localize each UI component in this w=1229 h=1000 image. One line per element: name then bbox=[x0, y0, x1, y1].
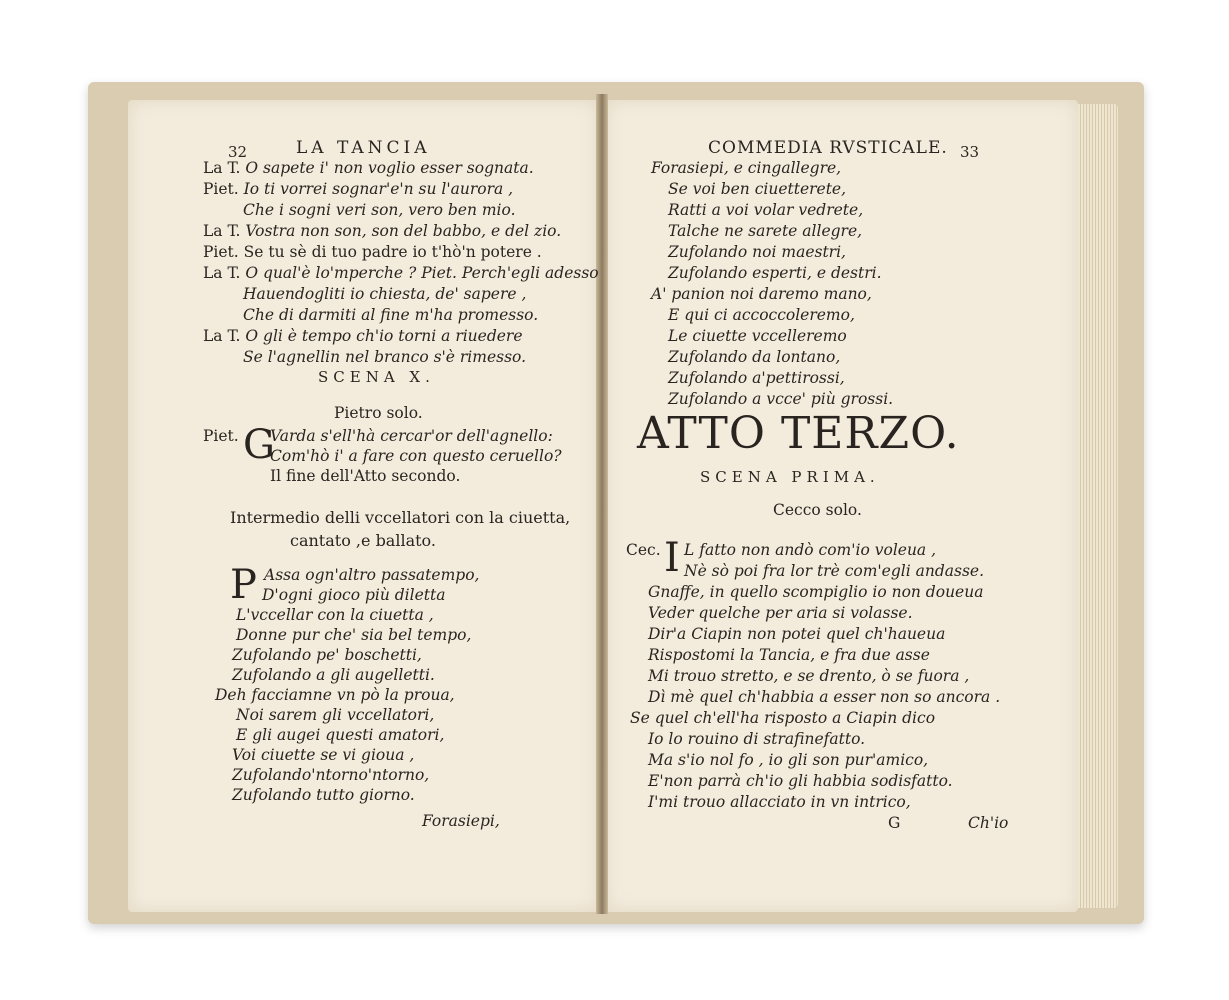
song-line: Se voi ben ciuetterete, bbox=[668, 180, 847, 198]
monologue-line: Dì mè quel ch'habbia a esser non so ancora . bbox=[648, 688, 1001, 706]
song-line: A' panion noi daremo mano, bbox=[651, 285, 872, 303]
page-edges bbox=[1078, 104, 1118, 908]
song-line: L'vccellar con la ciuetta , bbox=[236, 606, 434, 624]
drop-cap-p: P bbox=[230, 562, 257, 608]
monologue-line: E'non parrà ch'io gli habbia sodisfatto. bbox=[648, 772, 953, 790]
line-text: O sapete i' non voglio esser sognata. bbox=[245, 159, 534, 177]
speaker: La T. bbox=[203, 159, 241, 177]
monologue-line: Gnaffe, in quello scompiglio io non doueua bbox=[648, 583, 984, 601]
right-catchword: Ch'io bbox=[968, 814, 1009, 832]
dialogue-line bbox=[203, 263, 599, 284]
song-line: Assa ogn'altro passatempo, bbox=[264, 566, 480, 584]
right-monologue-speaker: Cec. bbox=[626, 541, 661, 559]
line-text: Io ti vorrei sognar'e'n su l'aurora , bbox=[243, 180, 514, 198]
monologue-line: Rispostomi la Tancia, e fra due asse bbox=[648, 646, 930, 664]
song-line: Voi ciuette se vi gioua , bbox=[232, 746, 415, 764]
left-scene-title: SCENA X. bbox=[318, 368, 435, 386]
dialogue-line bbox=[203, 221, 561, 242]
left-catchword: Forasiepi, bbox=[422, 812, 500, 830]
signature-mark: G bbox=[888, 814, 901, 832]
song-line: Ratti a voi volar vedrete, bbox=[668, 201, 864, 219]
song-line: Zufolando esperti, e destri. bbox=[668, 264, 882, 282]
line-text: O gli è tempo ch'io torni a riuedere bbox=[245, 327, 523, 345]
speaker: La T. bbox=[203, 264, 241, 282]
left-running-head: LA TANCIA bbox=[296, 138, 431, 158]
song-line: Zufolando a gli augelletti. bbox=[232, 666, 435, 684]
song-line: Donne pur che' sia bel tempo, bbox=[236, 626, 472, 644]
song-line: Noi sarem gli vccellatori, bbox=[236, 706, 435, 724]
drop-cap-i: I bbox=[664, 535, 680, 581]
speaker: Piet. bbox=[203, 180, 239, 198]
monologue-line: Nè sò poi fra lor trè com'egli andasse. bbox=[684, 562, 984, 580]
song-line: Forasiepi, e cingallegre, bbox=[651, 159, 842, 177]
drop-cap-g: G bbox=[243, 422, 275, 468]
song-line: Zufolando a vcce' più grossi. bbox=[668, 390, 894, 408]
line-text: Se tu sè di tuo padre io t'hò'n potere . bbox=[243, 243, 542, 261]
right-scene-title: SCENA PRIMA. bbox=[700, 468, 880, 486]
monologue-line: Dir'a Ciapin non potei quel ch'haueua bbox=[648, 625, 946, 643]
dialogue-line: Hauendogliti io chiesta, de' sapere , bbox=[243, 285, 527, 303]
monologue-line: L fatto non andò com'io voleua , bbox=[684, 541, 937, 559]
monologue-line: Com'hò i' a fare con questo ceruello? bbox=[270, 447, 562, 465]
song-line: Zufolando da lontano, bbox=[668, 348, 841, 366]
dialogue-line: Che i sogni veri son, vero ben mio. bbox=[243, 201, 516, 219]
song-line: Zufolando pe' boschetti, bbox=[232, 646, 422, 664]
right-running-head: COMMEDIA RVSTICALE. bbox=[708, 138, 948, 158]
monologue-line: Varda s'ell'hà cercar'or dell'agnello: bbox=[270, 427, 553, 445]
left-folio: 32 bbox=[228, 143, 248, 161]
song-line: Zufolando tutto giorno. bbox=[232, 786, 415, 804]
speaker: Piet. bbox=[203, 243, 239, 261]
song-line: Deh facciamne vn pò la proua, bbox=[215, 686, 455, 704]
left-monologue-speaker: Piet. bbox=[203, 427, 239, 445]
dialogue-line bbox=[203, 326, 523, 347]
line-text: Vostra non son, son del babbo, e del zio. bbox=[245, 222, 562, 240]
dialogue-line bbox=[203, 242, 542, 263]
song-line: Zufolando noi maestri, bbox=[668, 243, 846, 261]
song-line: Talche ne sarete allegre, bbox=[668, 222, 863, 240]
left-scene-subtitle: Pietro solo. bbox=[334, 404, 423, 422]
line-text: O qual'è lo'mperche ? Piet. Perch'egli adesso bbox=[245, 264, 599, 282]
monologue-line: Io lo rouino di strafinefatto. bbox=[648, 730, 866, 748]
monologue-line: Veder quelche per aria si volasse. bbox=[648, 604, 913, 622]
act-title: ATTO TERZO. bbox=[637, 408, 960, 459]
left-act-end: Il fine dell'Atto secondo. bbox=[270, 467, 461, 485]
song-line: Le ciuette vccelleremo bbox=[668, 327, 847, 345]
intermezzo-title: Intermedio delli vccellatori con la ciuetta, bbox=[230, 508, 571, 527]
monologue-line: Se quel ch'ell'ha risposto a Ciapin dico bbox=[630, 709, 936, 727]
right-scene-subtitle: Cecco solo. bbox=[773, 501, 862, 519]
song-line: D'ogni gioco più diletta bbox=[262, 586, 446, 604]
dialogue-line: Se l'agnellin nel branco s'è rimesso. bbox=[243, 348, 527, 366]
dialogue-line bbox=[203, 158, 534, 179]
speaker: La T. bbox=[203, 327, 241, 345]
right-folio: 33 bbox=[960, 143, 980, 161]
monologue-line: Ma s'io nol fo , io gli son pur'amico, bbox=[648, 751, 929, 769]
book-gutter bbox=[596, 94, 608, 914]
song-line: E gli augei questi amatori, bbox=[236, 726, 445, 744]
dialogue-line: Che di darmiti al fine m'ha promesso. bbox=[243, 306, 539, 324]
song-line: Zufolando'ntorno'ntorno, bbox=[232, 766, 430, 784]
monologue-line: I'mi trouo allacciato in vn intrico, bbox=[648, 793, 911, 811]
song-line: E qui ci accoccoleremo, bbox=[668, 306, 855, 324]
intermezzo-title-cont: cantato ,e ballato. bbox=[290, 531, 436, 550]
monologue-line: Mi trouo stretto, e se drento, ò se fuora , bbox=[648, 667, 970, 685]
dialogue-line bbox=[203, 179, 513, 200]
song-line: Zufolando a'pettirossi, bbox=[668, 369, 845, 387]
speaker: La T. bbox=[203, 222, 241, 240]
